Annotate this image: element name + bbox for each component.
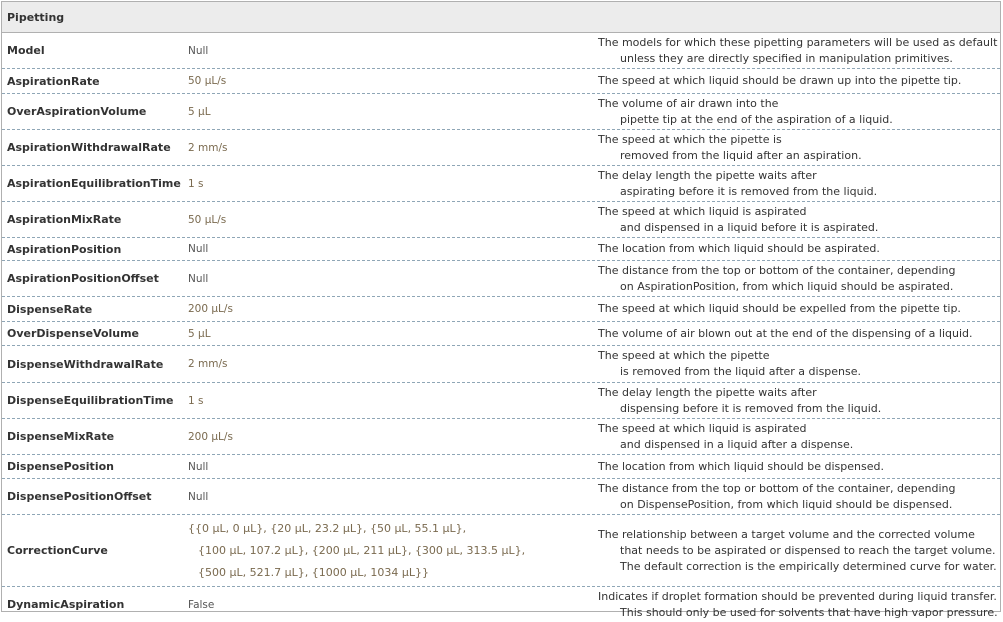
row-value: 1 s	[188, 394, 204, 407]
row-name: DispensePosition	[7, 460, 114, 473]
row-value: 200 μL/s	[188, 303, 233, 315]
row-description: The speed at which the pipette is removed from the liquid after an aspiration.	[598, 132, 862, 162]
row-description: The speed at which the pipette is removed from the liquid after a dispense.	[598, 349, 862, 378]
row-name: AspirationWithdrawalRate	[7, 141, 171, 154]
row-value: Null	[188, 272, 209, 285]
row-value: Null	[188, 243, 209, 255]
row-value: 50 μL/s	[188, 213, 227, 226]
row-value: 2 mm/s	[188, 141, 228, 154]
row-value: 5 μL	[188, 327, 211, 340]
row-description: The location from which liquid should be aspirated.	[598, 242, 880, 255]
table-row	[2, 419, 1000, 455]
row-value: Null	[188, 460, 209, 473]
row-description: Indicates if droplet formation should be prevented during liquid transfer. This should only be used for solvents that have high vapor pressure.	[598, 589, 998, 619]
section-header: Pipetting	[2, 2, 1000, 33]
table-row	[2, 515, 1000, 587]
table-row	[2, 69, 1000, 94]
row-name: DispensePositionOffset	[7, 490, 152, 503]
row-name: CorrectionCurve	[7, 544, 108, 557]
row-name: Model	[7, 44, 45, 57]
table-row	[2, 238, 1000, 261]
row-name: AspirationPositionOffset	[7, 272, 159, 285]
row-name: DynamicAspiration	[7, 598, 125, 611]
row-value: 1 s	[188, 177, 204, 190]
row-description: The models for which these pipetting parameters will be used as default unless they are directly specified in manipulation primitives.	[598, 35, 998, 65]
row-description: The delay length the pipette waits after aspirating before it is removed from the liquid.	[598, 168, 878, 198]
table-row	[2, 202, 1000, 238]
row-name: AspirationRate	[7, 74, 100, 88]
row-description: The speed at which liquid is aspirated and dispensed in a liquid before it is aspirated.	[598, 204, 879, 234]
row-description: The volume of air blown out at the end of the dispensing of a liquid.	[598, 326, 973, 340]
row-value: Null	[188, 490, 209, 503]
row-value: 200 μL/s	[188, 430, 233, 443]
row-name: AspirationEquilibrationTime	[7, 177, 181, 190]
row-name: OverDispenseVolume	[7, 327, 140, 340]
table-row	[2, 346, 1000, 383]
row-name: AspirationMixRate	[7, 213, 122, 226]
row-description: The relationship between a target volume and the corrected volume that needs to be aspirated or dispensed to reach the target volume. The default correction is the empirically determined curve for water.	[598, 527, 997, 573]
row-name: AspirationPosition	[7, 242, 122, 256]
row-description: The delay length the pipette waits after dispensing before it is removed from the liquid.	[598, 385, 882, 415]
table-row	[2, 587, 1000, 622]
row-value: 5 μL	[188, 105, 211, 118]
row-value: Null	[188, 44, 209, 57]
pipetting-table	[1, 1, 1001, 619]
table-row	[2, 297, 1000, 322]
row-name: DispenseMixRate	[7, 430, 115, 443]
table-row	[2, 130, 1000, 166]
row-name: DispenseRate	[7, 302, 93, 316]
row-description: The volume of air drawn into the pipette tip at the end of the aspiration of a liquid.	[598, 96, 893, 126]
row-description: The speed at which liquid should be expelled from the pipette tip.	[598, 302, 961, 315]
table-row	[2, 383, 1000, 419]
table-row	[2, 166, 1000, 202]
table-row	[2, 455, 1000, 479]
table-row	[2, 94, 1000, 130]
row-value: 50 μL/s	[188, 75, 227, 87]
table-row	[2, 479, 1000, 515]
row-value: 2 mm/s	[188, 358, 228, 370]
row-name: OverAspirationVolume	[7, 105, 147, 118]
row-description: The speed at which liquid is aspirated and dispensed in a liquid after a dispense.	[598, 421, 854, 451]
correction-curve-value: {{0 μL, 0 μL}, {20 μL, 23.2 μL}, {50 μL, 55.1 μL}, {100 μL, 107.2 μL}, {200 μL, 211 μL}, {300 μL, 313.5 μL}, {500 μL, 521.7 μL}, {1000 μL, 1034 μL}}	[188, 521, 526, 579]
row-name: DispenseWithdrawalRate	[7, 357, 164, 371]
table-row	[2, 33, 1000, 69]
row-description: The speed at which liquid should be drawn up into the pipette tip.	[598, 74, 962, 87]
row-name: DispenseEquilibrationTime	[7, 394, 174, 407]
row-description: The location from which liquid should be dispensed.	[598, 459, 884, 473]
row-description: The distance from the top or bottom of the container, depending on AspirationPosition, from which liquid should be aspirated.	[598, 263, 956, 293]
row-value: False	[188, 598, 215, 611]
table-row	[2, 322, 1000, 346]
row-description: The distance from the top or bottom of the container, depending on DispensePosition, from which liquid should be dispensed.	[598, 481, 956, 511]
table-row	[2, 261, 1000, 297]
